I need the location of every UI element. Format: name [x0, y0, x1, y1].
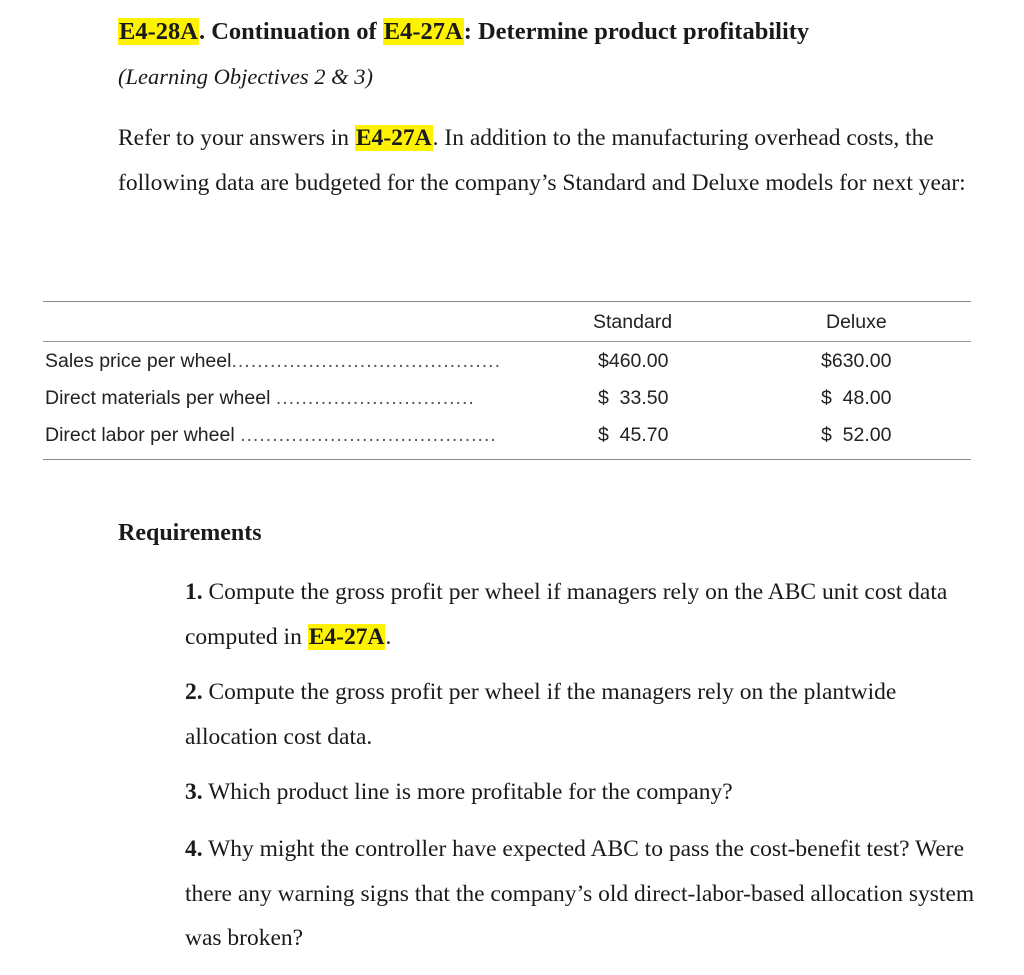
requirement-number: 2. — [185, 679, 203, 705]
table-row — [45, 350, 971, 386]
requirement-item — [185, 570, 975, 659]
requirements-heading: Requirements — [118, 520, 262, 546]
title-mid: . Continuation of — [198, 18, 383, 45]
intro-pre: Refer to your answers in — [118, 125, 355, 151]
deluxe-value: $ 52.00 — [821, 424, 892, 446]
exercise-id-highlight: E4-28A — [119, 18, 198, 45]
leader-dots: ............................... — [275, 387, 475, 409]
row-label-text: Sales price per wheel — [45, 350, 232, 372]
standard-value: $ 45.70 — [598, 424, 669, 446]
intro-post: . In addition to the manufacturing overhead costs, the following data are budgeted for the company’s Standard and Deluxe models for next year: — [118, 125, 966, 196]
table-row — [45, 387, 971, 423]
row-label-text: Direct materials per wheel — [45, 387, 271, 409]
leader-dots: .......................................... — [231, 350, 501, 372]
requirement-item — [185, 827, 975, 961]
standard-value: $ 33.50 — [598, 387, 669, 409]
requirement-number: 3. — [185, 779, 203, 805]
row-label — [45, 387, 515, 410]
row-label — [45, 350, 515, 373]
row-label — [45, 424, 515, 447]
standard-value: $460.00 — [598, 350, 669, 372]
learning-objectives: (Learning Objectives 2 & 3) — [118, 64, 373, 89]
column-header-standard: Standard — [593, 311, 673, 333]
requirement-text: Which product line is more profitable for the company? — [202, 779, 733, 805]
requirement-reference-highlight: E4-27A — [308, 623, 385, 650]
title-rest: : Determine product profitability — [463, 18, 810, 45]
requirement-item — [185, 670, 975, 759]
requirement-number: 4. — [185, 836, 203, 862]
table-top-rule — [43, 301, 971, 302]
intro-paragraph — [118, 116, 968, 205]
table-header-rule — [43, 341, 971, 342]
deluxe-value: $630.00 — [821, 350, 892, 372]
table-row — [45, 424, 971, 460]
leader-dots: ........................................ — [240, 424, 497, 446]
requirement-text: Compute the gross profit per wheel if managers rely on the ABC unit cost data computed in — [185, 579, 948, 650]
exercise-title — [118, 18, 809, 46]
table-bottom-rule — [43, 459, 971, 460]
requirement-text-end: . — [385, 623, 392, 650]
requirement-number: 1. — [185, 579, 203, 605]
intro-reference-highlight: E4-27A — [355, 125, 432, 151]
row-label-text: Direct labor per wheel — [45, 424, 235, 446]
deluxe-value: $ 48.00 — [821, 387, 892, 409]
title-reference-highlight: E4-27A — [383, 18, 463, 45]
requirement-text: Compute the gross profit per wheel if the managers rely on the plantwide allocation cost data. — [185, 679, 897, 750]
requirement-text: Why might the controller have expected ABC to pass the cost-benefit test? Were there any warning signs that the company’s old direct-labor-based allocation system was broken? — [185, 836, 975, 951]
requirement-item — [185, 770, 975, 815]
column-header-deluxe: Deluxe — [826, 311, 887, 333]
